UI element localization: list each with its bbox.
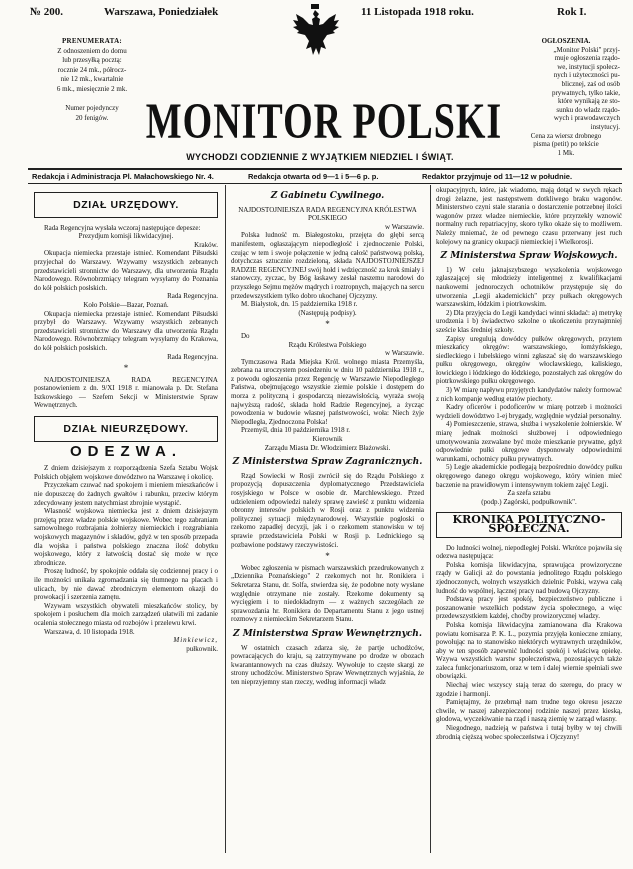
column-3: [436, 186, 622, 741]
masthead-title: MONITOR POLSKI: [145, 93, 503, 150]
subscription-line: Z odnoszeniem do domu: [57, 46, 127, 55]
address-line: Kraków.: [194, 240, 218, 249]
address-line: Do: [241, 331, 250, 340]
paragraph: Zapisy uregulują dowódcy pułków okręgowych, przytem mieszkańcy okręgów: warszawskiego, łomżyńskiego, siedleckiego i lubelskiego winni zgłaszać się do warszawskiego pułku okręgowego, okręgów włocławskiego, kaliskiego, łowickiego i łódzkiego do łódzkiego, pozostałych zaś okręgów do piotrkowskiego pułku okręgowego.: [436, 334, 622, 386]
advertising-line: pisma (petit) po tekście: [533, 140, 599, 149]
paragraph: Okupacja niemiecka przestaje istnieć. Komendant Piłsudski przybył do Warszawy. Wzywamy wszystkich zebranych przedstawicieli stronnictw do Warszawy dla utworzenia Rządu Narodowego. Równobrzmiący telegram wysyłamy do Krakowa, do kół polskich posłskich.: [34, 309, 218, 352]
top-rule: [28, 168, 622, 170]
subscription-line: lub przesyłką pocztą:: [62, 56, 122, 65]
signature: (podp.) Zagórski, podpułkownik".: [481, 497, 577, 506]
section-heading: DZIAŁ NIEURZĘDOWY.: [63, 423, 189, 436]
subscription-line: rocznie 24 mk., półrocz-: [57, 65, 127, 74]
paragraph: Podstawą pracy jest spokój, bezpieczeństwo publiczne i poszanowanie wszelkich podstaw życia społecznego, a więc przedewszystkiem każdej, choćby prowizorycznej władzy.: [436, 595, 622, 621]
paragraph: okupacyjnych, które, jak wiadomo, mają dotąd w swych rękach drogi żelazne, jest następstwem dotkliwego braku wagonów. Ministerstwo czyni stale starania o dostarczenie potrzebnej ilości wagonów przez władze niemieckie, które przyrzekły wznowić normalny ruch repatriacyjny, skoro tylko okaże się to możliwem. Należy mniemać, że od pewnego czasu przerwany jest ruch kolejowy na granicy okupacji niemieckiej i Wielkorosji.: [436, 186, 622, 246]
paragraph: Polska ludność m. Białegostoku, przejęta do głębi sercą manifestem, ogłaszającym niepodległość i zjednoczenie Polski, czując w tem i swoje połączenie w jedną całość państwową polską, dotychczas sztucznie rozdzieloną, składa NAJDOSTOJNIEJSZEJ RADZIE REGENCYJNEJ swój hołd i wdzięczność za krok śmiały i stanowczy, zyczac, by Bóg łaskawy zesłał naszemu narodowi do przyszłego Sejmu mężów mądrych i roztropnych, mających na sercu przedewszystkiem tylko dobro ukochanej Ojczyzny.: [231, 231, 424, 300]
star-separator: *: [325, 319, 330, 330]
address-line: Rządu Królestwa Polskiego: [288, 340, 367, 349]
advertising-line: instytucyj.: [590, 122, 620, 131]
subscription-box: [40, 37, 144, 123]
signature-name: Minkiewicz,: [173, 636, 218, 645]
dateline: Warszawa, d. 10 listopada 1918.: [44, 627, 135, 636]
signature: Kierownik: [312, 435, 343, 444]
editorial-address: Redakcja i Administracja Pl. Małachowskiego Nr. 4.: [32, 172, 214, 181]
paragraph: Okupacja niemiecka przestaje istnieć. Komendant Piłsudski przyjechał do Warszawy. Wzywamy wszystkich zebranych przedstawicieli stronnictw do Warszawy, dla utworzenia Rządu Narodowego. Równobrzmiący telegram wysyłamy do Poznania do kół polskich posłskich.: [34, 249, 218, 292]
subscription-line: [40, 95, 144, 105]
paragraph: 4) Pomieszczenie, strawa, służba i wyszkolenie żołnierskie. W miarę jednak możności służbowej i odpowiedniego umotywowania zezwalane być może mieszkanie prywatne, gdyż odpowiednie pułki okręgowe dysponowały odpowiednimi warunkami, ochotnicy pułku prywatnych.: [436, 420, 622, 463]
paragraph: 2) Dla przyjęcia do Legji kandydaci winni składać: a) metrykę urodzenia i b) świadectwo szkolne o ukończeniu przynajmniej szeście klas średniej szkoły.: [436, 308, 622, 334]
paragraph: Proszę ludność, by spokojnie oddała się codziennej pracy i o ile możności unikała zgromadzania się tłumnego na placach i ulicach, by nie dawać zbrodniczym elementom okazji do prowokacji i szerzenia zamętu.: [34, 567, 218, 602]
place-weekday: Warszawa, Poniedziałek: [104, 6, 219, 18]
paragraph: Przyczekam czuwać nad spokojem i mieniem mieszkańców i nie dopuszczę do żadnych gwałtów i rabunku, przeciw którym zdecydowany jestem natychmiast zbrojnie wystąpić.: [34, 481, 218, 507]
section-heading: Z Gabinetu Cywilnego.: [270, 191, 385, 201]
advertising-line: we, instytucji społecz-: [557, 62, 620, 71]
address-line: Prezydjum komisji likwidacyjnej.: [78, 232, 174, 241]
note: (Następują podpisy).: [298, 308, 357, 317]
paragraph: Niegodnego, nadzieją w państwa i tutaj byłby w tej chwili zbrodnią cięższą wobec społeczeństwa i Ojczyzny!: [436, 724, 622, 741]
subscription-line: 6 mk., miesięcznie 2 mk.: [56, 84, 128, 93]
signature: Rada Regencyjna.: [167, 292, 218, 301]
advertising-line: wych i prawodawczych: [553, 114, 620, 123]
address-line: NAJDOSTOJNIEJSZA RADA REGENCYJNA KRÓLESTWA POLSKIEGO: [238, 205, 417, 223]
advertising-heading: OGŁOSZENIA.: [541, 37, 591, 45]
advertising-line: muje ogłoszenia rządo-: [554, 54, 620, 63]
address-line: Koło Polskie—Bazar, Poznań.: [83, 300, 169, 309]
section-heading: DZIAŁ URZĘDOWY.: [73, 199, 179, 211]
star-separator: *: [325, 551, 330, 562]
column-divider: [225, 185, 226, 853]
section-heading: Z Ministerstwa Spraw Zagranicznych.: [232, 457, 423, 468]
editor-hours: Redaktor przyjmuje od 11—12 w południe.: [422, 172, 573, 181]
dateline: M. Białystok, dn. 15 października 1918 r.: [241, 300, 358, 309]
paragraph: 1) W celu jaknajszybszego wyszkolenia wojskowego zgłaszającej się młodzieży inteligentnej z kwalifikacjami naukowemi jednoroczych ochotników przystępuje się do utworzenia „Legji akademickich" przy pułkach okręgowych warszawskim, łódzkim i piotrkowskim.: [436, 265, 622, 309]
chronicle-heading: KRONIKA POLITYCZNO-SPOŁECZNA.: [436, 512, 622, 537]
paragraph: Rząd Sowiecki w Rosji zwrócił się do Rządu Polskiego z propozycją dopuszczenia dyplomatycznego Przedstawiciela rosyjskiego w Polsce w osobie dr. Marchlewskiego. Przed udzieleniem odpowiedzi należy sprawę zawieść z punktu widzenia obronny interesów polskich w Rosji oraz z punktu widzenia politycznej sytuacji międzynarodowej. Wszystkie pogłoski o rzekomo zapadłej decyzji, jak i o rzekomem stanowisku w tej sprawie przedstawiciela Polski w Rosji p. Lednickiego są pozbawione podstawy rzeczywistości.: [231, 471, 424, 549]
official-section-box: [34, 192, 218, 218]
signature: Za szefa sztabu: [507, 489, 551, 498]
paragraph: Do ludności wolnej, niepodległej Polski. Wkrótce pojawiła się odezwa następująca:: [436, 543, 622, 561]
advertising-line: 1 Mk.: [557, 148, 575, 157]
advertising-line: Cena za wiersz drobnego: [530, 131, 602, 140]
paragraph: Polska komisja likwidacyjna zamianowana dla Krakowa powiatu komisarza P. K. L., pozymia przyjęła konieczne zmiany, powołując na to stanowisko niektórych wytrawnych urzędników, aby w ten sposób zapewnić ludności spokój i właściwą opiekę. Wzywa wszystkich warstw społeczeństwa, pozostających także zaleca funkcjonariuszom, oraz w tem i dalej wiernie spełniali swe obowiązki.: [436, 620, 622, 681]
paragraph: Niechaj wiec wszyscy stają teraz do szeregu, do pracy w zgodzie i harmonji.: [436, 681, 622, 698]
signature: Rada Regencyjna.: [167, 352, 218, 361]
advertising-line: nych i użyteczności pu-: [553, 71, 620, 80]
paragraph: Własność wojskowa niemiecka jest z dniem dzisiejszym przejętą przez władze polskie wojskowe. Wobec tego zabraniam samowolnego rozbrajania żołnierzy niemieckich i rozgrabiania wojskowych magazynów i składów, gdyż w ten sposób przepada dla wojska i państwa polskiego znaczna ilość dobytku wojskowego, który z łatwością dostać się może w ręce zbrodnicze.: [34, 507, 218, 567]
advertising-box: [512, 37, 620, 157]
star-separator: *: [123, 363, 129, 374]
paragraph: Z dniem dzisiejszym z rozporządzenia Szefa Sztabu Wojsk Polskich objąłem wojskowe dowództwo na Warszawę i okolicę.: [34, 464, 218, 481]
paragraph: Polska komisja likwidacyjna, sprawująca prowizoryczne rządy w Galicji aż do powstania jednolitego Rządu polskiego zjednoczonych, wolnych wszystkich dzielnic Polski, wzywa całą ludność do wspólnej, łącznej pracy nad budową Ojczyzny.: [436, 560, 622, 595]
paragraph: 3) W miarę napływu przyjętych kandydatów należy formować z nich kompanje według etatów piechoty.: [436, 386, 622, 403]
paragraph: Kadry oficerów i podoficerów w miarę potrzeb i możności wydzieli dowództwo 1-ej brygady, względnie wydział personalny.: [436, 403, 622, 420]
column-1: [34, 186, 218, 653]
paragraph: NAJDOSTOJNIEJSZA RADA REGENCYJNA postanowieniem z dn. 9/XI 1918 r. mianowała p. Dr. Stefana Iszkowskiego — Szefem Sekcji w Ministerstwie Spraw Wewnętrznych.: [34, 375, 218, 410]
paragraph: Wobec zgłoszenia w pismach warszawskich przedrukowanych z „Dziennika Poznańskiego" 2 rzekomych not hr. Ronikiera i Sekretarza Stanu, dr. Solfa, stwierdza się, że podobne noty wysłane względnie otrzymane nie zostały. Rzekome dokumenty są wycięgiem i to niedokładnym — z ważnych szczegółach ze sprawozdania hr. Ronikiera do Departamentu Stanu z jego ustnej rozmowy z niemieckim Sekretarzem Stanu.: [231, 563, 424, 624]
advertising-line: które wynikają ze sto-: [557, 97, 620, 106]
subscription-heading: PRENUMERATA:: [61, 37, 123, 45]
advertising-line: prywatnych, tylko takie,: [551, 88, 620, 97]
subscription-line: Numer pojedynczy: [65, 104, 119, 113]
subscription-line: nie 12 mk., kwartalnie: [60, 75, 124, 84]
volume-year: Rok I.: [557, 6, 587, 18]
issue-date: 11 Listopada 1918 roku.: [361, 6, 474, 18]
section-heading: Z Ministerstwa Spraw Wewnętrznych.: [233, 628, 422, 639]
white-eagle-emblem: [280, 2, 350, 62]
editorial-hours: Redakcja otwarta od 9—1 i 5—6 p. p.: [248, 172, 379, 181]
column-2: [231, 186, 424, 686]
advertising-line: sunku do władz rządo-: [556, 105, 620, 114]
unofficial-section-box: [34, 416, 218, 442]
column-divider: [430, 185, 431, 853]
address-line: w Warszawie.: [385, 349, 424, 358]
paragraph: Wzywam wszystkich obywateli mieszkańców stolicy, by spokojem i posłuchem dla moich zarządzeń ułatwili mi zadanie ocalenia stołecznego miasta od rozbojów i przelewu krwi.: [34, 601, 218, 627]
signature: Zarządu Miasta Dr. Włodzimierz Błażowski.: [264, 443, 391, 452]
paragraph: Pamiętajmy, że przebrnął nam trudne tego okresu jeszcze chwile, w naszej zabezpieczonej rodzinie naszej przez kieską, głodowa, wyczekiwanie na rząd i naszą ziemię w zarząd własny.: [436, 698, 622, 724]
dateline: Przemyśl, dnia 10 października 1918 r.: [241, 426, 351, 435]
paragraph: Tymczasowa Rada Miejska Król. wolnego miasta Przemyśla, zebrana na uroczystem posiedzeniu w dniu 10 października 1918 r., z powodu ogłoszenia przez Regencję w Warszawie Niepodległego Państwa, obejmującego wszystkie ziemie polskie i dostępem do morza z polityczną i gospodarczą niezawisłością, wyraża swoją najwyższą radość, składa hołd Radzie Regencyjnej, a życząc powodzenia w budowie własnej państwowości, woła: Niech żyje Niepodległa, Zjednoczona Polska!: [231, 357, 424, 426]
masthead-subtitle: WYCHODZI CODZIENNIE Z WYJĄTKIEM NIEDZIEL I ŚWIĄT.: [186, 152, 454, 162]
paragraph: Rada Regencyjna wysłała wczoraj następujące depesze:: [44, 223, 201, 232]
section-heading: Z Ministerstwa Spraw Wojskowych.: [440, 251, 618, 262]
bottom-rule: [28, 183, 622, 184]
address-line: w Warszawie.: [385, 222, 424, 231]
paragraph: 5) Legje akademickie podlegają bezpośrednio dowódcy pułku okręgowego danego okręgu wojskowego, który winien mieć baczenie na prawidłowym i intensywnym tokiem zajęć Legji.: [436, 463, 622, 489]
advertising-line: blicznej, zaś od osób: [561, 79, 620, 88]
signature-rank: pułkownik.: [186, 644, 218, 653]
subscription-line: 20 fenigów.: [75, 113, 109, 122]
paragraph: W ostatnich czasach zdarza się, że partje uchodźców, powracających do kraju, są zatrzymywane po drodze w obozach kwarantannowych na czas dłuższy. Wywołuje to częste skargi ze strony uchodźców. Ministerstwo Spraw Wewnętrznych wyjaśnia, że ten nieprzyjemny stan rzeczy, według informacji władz: [231, 643, 424, 686]
issue-number: № 200.: [30, 6, 64, 18]
advertising-line: „Monitor Polski" przyj-: [553, 45, 620, 54]
proclamation-heading: ODEZWA.: [70, 442, 182, 460]
